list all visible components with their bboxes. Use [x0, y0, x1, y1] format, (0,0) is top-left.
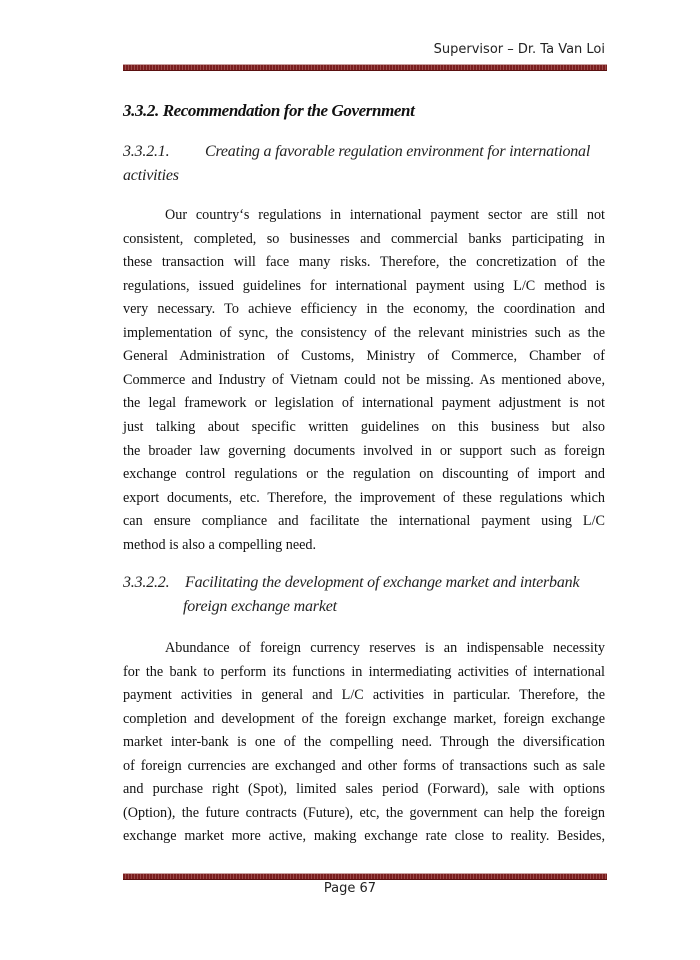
text-line: the legal framework or legislation of international payment adjustment is not — [123, 395, 605, 412]
section-heading: 3.3.2. Recommendation for the Government — [123, 101, 415, 120]
subsection-2-number: 3.3.2.2. — [123, 574, 170, 591]
text-line: General Administration of Customs, Ministry of Commerce, Chamber of — [123, 348, 605, 365]
subsection-1-title-cont: activities — [123, 167, 179, 184]
running-header: Supervisor – Dr. Ta Van Loi — [433, 42, 605, 57]
footer-rule — [123, 873, 607, 880]
text-line: payment activities in general and L/C activities in particular. Therefore, the — [123, 687, 605, 704]
page-number: Page 67 — [323, 881, 377, 896]
text-line: just talking about specific written guidelines on this business but also — [123, 418, 605, 435]
subsection-2-heading — [123, 573, 579, 593]
text-line: (Option), the future contracts (Future), etc, the government can help the foreign — [123, 804, 605, 821]
text-line: Abundance of foreign currency reserves is an indispensable necessity — [165, 640, 605, 656]
text-line: and purchase right (Spot), limited sales period (Forward), sale with options — [123, 781, 605, 798]
text-line: Our country‘s regulations in international payment sector are still not — [165, 207, 605, 223]
text-line: exchange market more active, making exchange rate close to reality. Besides, — [123, 828, 605, 845]
subsection-1-heading — [123, 142, 590, 162]
text-line: can ensure compliance and facilitate the international payment using L/C — [123, 513, 605, 530]
subsection-2-title: Facilitating the development of exchange market and interbank — [185, 574, 580, 591]
text-line: these transaction will face many risks. Therefore, the concretization of the — [123, 254, 605, 271]
subsection-1-number: 3.3.2.1. — [123, 143, 170, 160]
text-line: the broader law governing documents involved in or support such as foreign — [123, 442, 605, 459]
text-line: exchange control regulations or the regulation on discounting of import and — [123, 466, 605, 483]
text-line: implementation of sync, the consistency of the relevant ministries such as the — [123, 324, 605, 341]
text-line: very necessary. To achieve efficiency in the economy, the coordination and — [123, 301, 605, 318]
text-line: completion and development of the foreign exchange market, foreign exchange — [123, 710, 605, 727]
text-line: for the bank to perform its functions in intermediating activities of international — [123, 663, 605, 680]
text-line: method is also a compelling need. — [123, 536, 317, 553]
subsection-1-title: Creating a favorable regulation environment for international — [205, 143, 591, 160]
text-line: Commerce and Industry of Vietnam could not be missing. As mentioned above, — [123, 371, 605, 388]
text-line: of foreign currencies are exchanged and other forms of transactions such as sale — [123, 757, 605, 774]
text-line: export documents, etc. Therefore, the improvement of these regulations which — [123, 489, 605, 506]
text-line: market inter-bank is one of the compelling need. Through the diversification — [123, 734, 605, 751]
text-line: regulations, issued guidelines for international payment using L/C method is — [123, 277, 605, 294]
text-line: consistent, completed, so businesses and commercial banks participating in — [123, 230, 605, 247]
header-rule — [123, 64, 607, 71]
subsection-2-title-cont: foreign exchange market — [183, 598, 337, 615]
